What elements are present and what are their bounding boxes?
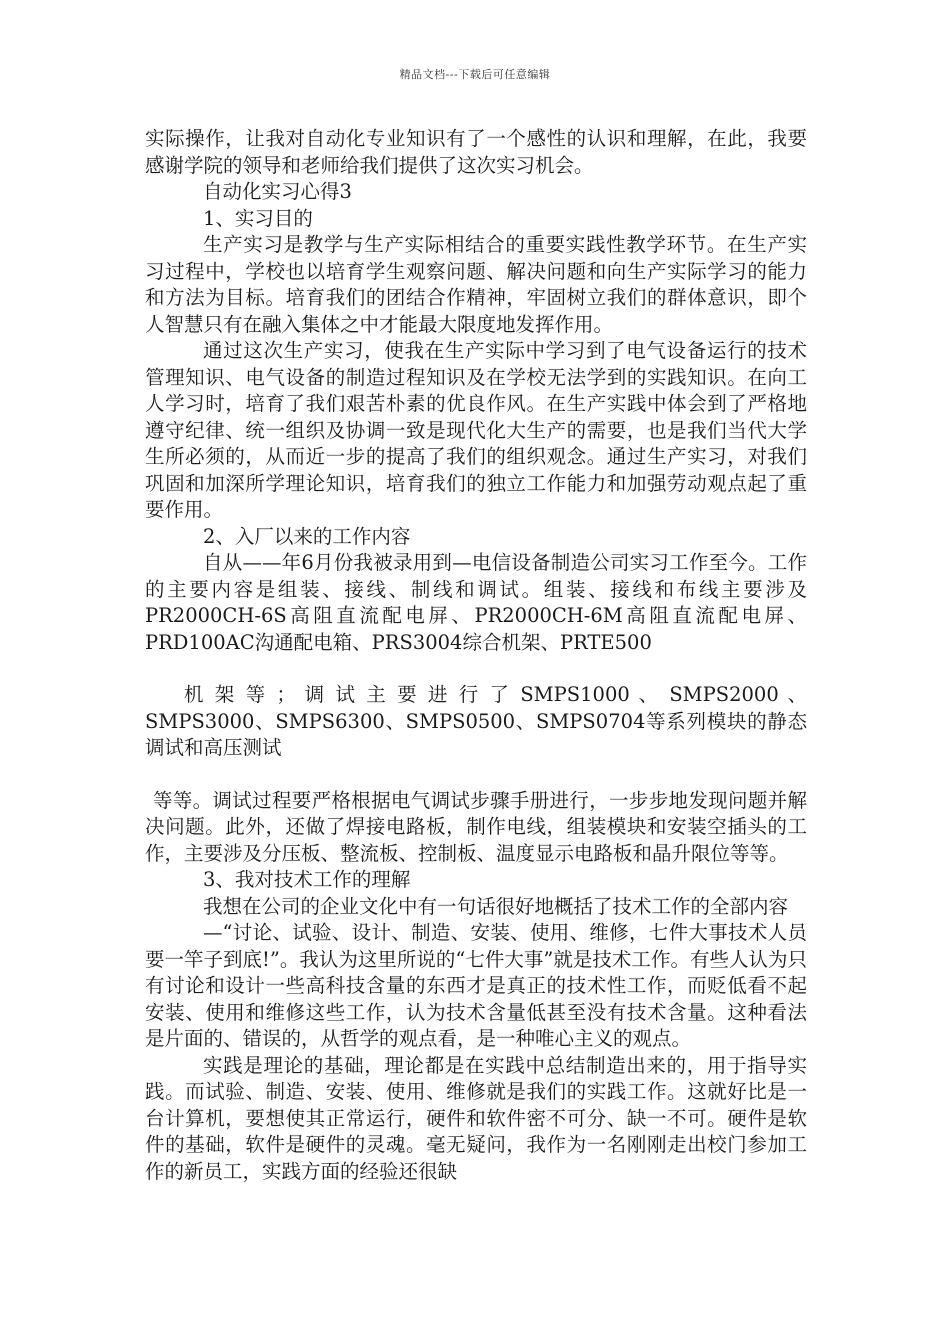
spacer bbox=[145, 762, 807, 788]
heading-practice-purpose: 1、实习目的 bbox=[203, 206, 313, 230]
paragraph-continuation: 实际操作，让我对自动化专业知识有了一个感性的认识和理解，在此，我要感谢学院的领导和老师给我们提供了这次实习机会。 bbox=[145, 127, 807, 177]
paragraph-seven-tasks: —“讨论、试验、设计、制造、安装、使用、维修，七件大事技术人员要一竿子到底!”。我认为这里所说的“七件大事”就是技术工作。有些人认为只有讨论和设计一些高科技含量的东西才是真正的技术性工作，而贬低看不起安装、使用和维修这些工作，认为技术含量低甚至没有技术含量。这种看法是片面的、错误的，从哲学的观点看，是一种唯心主义的观点。 bbox=[145, 921, 807, 1050]
paragraph-debug-process: 等等。调试过程要严格根据电气调试步骤手册进行，一步步地发现问题并解决问题。此外，还做了焊接电路板，制作电线，组装模块和安装空插头的工作，主要涉及分压板、整流板、控制板、温度显示电路板和晶升限位等等。 bbox=[145, 788, 807, 865]
paragraph-purpose: 生产实习是教学与生产实际相结合的重要实践性教学环节。在生产实习过程中，学校也以培育学生观察问题、解决问题和向生产实际学习的能力和方法为目标。培育我们的团结合作精神，牢固树立我们的群体意识，即个人智慧只有在融入集体之中才能最大限度地发挥作用。 bbox=[145, 233, 807, 336]
paragraph-work-content: 自从——年6月份我被录用到—电信设备制造公司实习工作至今。工作的主要内容是组装、接线、制线和调试。组装、接线和布线主要涉及PR2000CH-6S高阻直流配电屏、PR2000CH-6M高阻直流配电屏、PRD100AC沟通配电箱、PRS3004综合机架、PRTE500 bbox=[145, 551, 807, 654]
spacer bbox=[145, 656, 807, 682]
heading-understanding: 3、我对技术工作的理解 bbox=[203, 868, 411, 891]
paragraph-practice-theory: 实践是理论的基础，理论都是在实践中总结制造出来的，用于指导实践。而试验、制造、安装、使用、维修就是我们的实践工作。这就好比是一台计算机，要想使其正常运行，硬件和软件密不可分、缺一不可。硬件是软件的基础，软件是硬件的灵魂。毫无疑问，我作为一名刚刚走出校门参加工作的新员工，实践方面的经验还很缺 bbox=[145, 1053, 807, 1183]
paragraph-culture: 我想在公司的企业文化中有一句话很好地概括了技术工作的全部内容 bbox=[203, 894, 789, 918]
paragraph-testing: 机 架 等 ； 调 试 主 要 进 行 了 SMPS1000 、 SMPS2000 、SMPS3000、SMPS6300、SMPS0500、SMPS0704等系列模块的静态调试和高压测试 bbox=[145, 683, 807, 759]
document-body bbox=[145, 126, 807, 1185]
page-header: 精品文档---下载后可任意编辑 bbox=[399, 68, 551, 81]
heading-work-content: 2、入厂以来的工作内容 bbox=[203, 524, 411, 548]
section-title: 自动化实习心得3 bbox=[203, 180, 352, 203]
paragraph-gains: 通过这次生产实习，使我在生产实际中学习到了电气设备运行的技术管理知识、电气设备的制造过程知识及在学校无法学到的实践知识。在向工人学习时，培育了我们艰苦朴素的优良作风。在生产实践中体会到了严格地遵守纪律、统一组织及协调一致是现代化大生产的需要，也是我们当代大学生所必须的，从而近一步的提高了我们的组织观念。通过生产实习，对我们巩固和加深所学理论知识，培育我们的独立工作能力和加强劳动观点起了重要作用。 bbox=[145, 339, 807, 521]
